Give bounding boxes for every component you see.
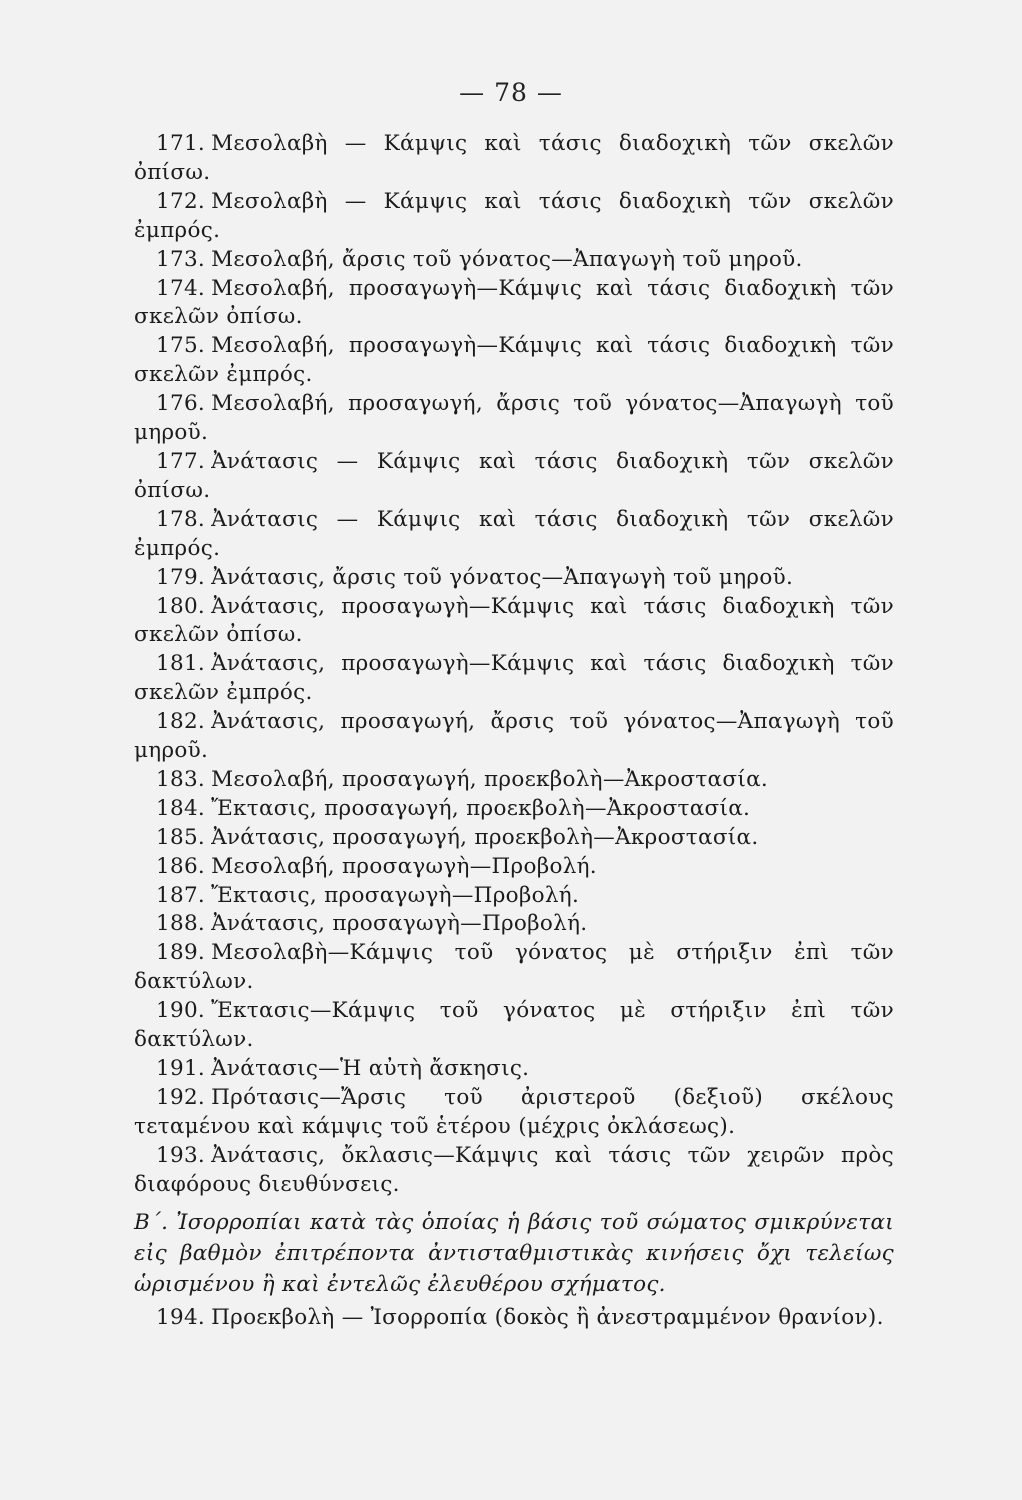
entry-text: Ἔκτασις, προσαγωγὴ—Προβολή. <box>211 882 580 908</box>
list-item <box>134 130 894 188</box>
list-item <box>134 1055 894 1084</box>
list-item <box>134 506 894 564</box>
entry-number: 176. <box>156 391 206 417</box>
entry-text: Μεσολαβὴ — Κάμψις καὶ τάσις διαδοχικὴ τῶν σκελῶν ὀπίσω. <box>134 131 894 185</box>
entry-number: 180. <box>156 593 206 619</box>
entry-number: 189. <box>156 940 206 966</box>
entry-text: Μεσολαβή, ἄρσις τοῦ γόνατος—Ἀπαγωγὴ τοῦ μηροῦ. <box>211 246 803 272</box>
list-item <box>134 939 894 997</box>
entry-text: Ἀνάτασις, προσαγωγὴ—Κάμψις καὶ τάσις διαδοχικὴ τῶν σκελῶν ὀπίσω. <box>134 593 894 648</box>
entry-text: Ἔκτασις, προσαγωγή, προεκβολὴ—Ἀκροστασία. <box>211 795 751 821</box>
list-item <box>134 1142 894 1200</box>
entry-text: Ἀνάτασις — Κάμψις καὶ τάσις διαδοχικὴ τῶν σκελῶν ὀπίσω. <box>134 448 894 503</box>
entry-text: Μεσολαβὴ—Κάμψις τοῦ γόνατος μὲ στήριξιν ἐπὶ τῶν δακτύλων. <box>134 940 894 995</box>
section-text: Ἰσορροπίαι κατὰ τὰς ὁποίας ἡ βάσις τοῦ σώματος σμικρύνεται εἰς βαθμὸν ἐπιτρέποντα ἀντισταθμιστικὰς κινήσεις ὄχι τελείως ὡρισμένου ἢ καὶ ἐντελῶς ἐλευθέρου σχήματος. <box>134 1209 894 1297</box>
list-item <box>134 882 894 911</box>
page-number: — 78 — <box>459 78 563 107</box>
list-item <box>134 824 894 853</box>
entry-number: 194. <box>156 1304 206 1330</box>
entry-number: 184. <box>156 795 206 821</box>
text-column <box>134 130 894 1332</box>
entry-text: Ἀνάτασις, προσαγωγὴ—Προβολή. <box>211 911 588 937</box>
list-item <box>134 593 894 651</box>
entry-number: 172. <box>156 188 206 214</box>
entry-number: 191. <box>156 1056 206 1081</box>
list-item <box>134 332 894 390</box>
entry-number: 174. <box>156 275 206 301</box>
entry-text: Ἀνάτασις, ἄρσις τοῦ γόνατος—Ἀπαγωγὴ τοῦ μηροῦ. <box>211 564 794 590</box>
list-item <box>134 188 894 246</box>
entry-text: Ἀνάτασις, προσαγωγή, ἄρσις τοῦ γόνατος—Ἀπαγωγὴ τοῦ μηροῦ. <box>134 709 894 764</box>
entry-number: 177. <box>156 448 206 474</box>
list-item <box>134 448 894 506</box>
list-item <box>134 275 894 333</box>
list-item <box>134 650 894 708</box>
entry-text: Ἀνάτασις—Ἡ αὐτὴ ἄσκησις. <box>211 1056 530 1081</box>
entry-text: Μεσολαβή, προσαγωγὴ—Κάμψις καὶ τάσις διαδοχικὴ τῶν σκελῶν ἐμπρός. <box>134 333 894 388</box>
list-item <box>134 390 894 448</box>
entry-number: 179. <box>156 564 206 590</box>
entry-text: Μεσολαβή, προσαγωγή, ἄρσις τοῦ γόνατος—Ἀπαγωγὴ τοῦ μηροῦ. <box>134 391 894 446</box>
list-item <box>134 766 894 795</box>
list-item <box>134 795 894 824</box>
section-heading-b <box>134 1207 894 1300</box>
entry-text: Μεσολαβὴ — Κάμψις καὶ τάσις διαδοχικὴ τῶν σκελῶν ἐμπρός. <box>134 188 894 243</box>
entry-number: 186. <box>156 853 206 879</box>
list-item <box>134 1304 894 1333</box>
list-item <box>134 708 894 766</box>
entry-number: 190. <box>156 998 206 1024</box>
entry-number: 178. <box>156 506 206 532</box>
entry-text: Ἀνάτασις, προσαγωγὴ—Κάμψις καὶ τάσις διαδοχικὴ τῶν σκελῶν ἐμπρός. <box>134 651 894 706</box>
entry-number: 171. <box>156 131 206 156</box>
entry-text: Μεσολαβή, προσαγωγή, προεκβολὴ—Ἀκροστασία. <box>211 766 769 792</box>
section-label: Β΄. <box>134 1209 169 1235</box>
entry-text: Ἀνάτασις — Κάμψις καὶ τάσις διαδοχικὴ τῶν σκελῶν ἐμπρός. <box>134 506 894 561</box>
entry-number: 185. <box>156 824 206 850</box>
list-item <box>134 997 894 1055</box>
entry-text: Ἀνάτασις, ὄκλασις—Κάμψις καὶ τάσις τῶν χειρῶν πρὸς διαφόρους διευθύνσεις. <box>134 1142 894 1197</box>
entry-number: 181. <box>156 651 206 677</box>
entry-text: Ἀνάτασις, προσαγωγή, προεκβολὴ—Ἀκροστασία. <box>211 824 759 850</box>
entry-number: 175. <box>156 333 206 359</box>
entry-text: Πρότασις—Ἄρσις τοῦ ἀριστεροῦ (δεξιοῦ) σκέλους τεταμένου καὶ κάμψις τοῦ ἑτέρου (μέχρις ὀκλάσεως). <box>134 1084 894 1139</box>
list-item <box>134 1084 894 1142</box>
entry-number: 183. <box>156 766 206 792</box>
entry-text: Μεσολαβή, προσαγωγὴ—Προβολή. <box>211 853 597 879</box>
entry-number: 173. <box>156 246 206 272</box>
list-item <box>134 246 894 275</box>
list-item <box>134 564 894 593</box>
entry-number: 192. <box>156 1084 206 1110</box>
entry-number: 193. <box>156 1142 206 1168</box>
list-item <box>134 853 894 882</box>
entry-number: 182. <box>156 709 206 735</box>
list-item <box>134 910 894 939</box>
entry-text: Μεσολαβή, προσαγωγὴ—Κάμψις καὶ τάσις διαδοχικὴ τῶν σκελῶν ὀπίσω. <box>134 275 894 330</box>
entry-text: Ἔκτασις—Κάμψις τοῦ γόνατος μὲ στήριξιν ἐπὶ τῶν δακτύλων. <box>134 998 894 1053</box>
entry-number: 188. <box>156 911 206 937</box>
entry-text: Προεκβολὴ — Ἰσορροπία (δοκὸς ἢ ἀνεστραμμένον θρανίον). <box>211 1304 884 1330</box>
entry-number: 187. <box>156 882 206 908</box>
